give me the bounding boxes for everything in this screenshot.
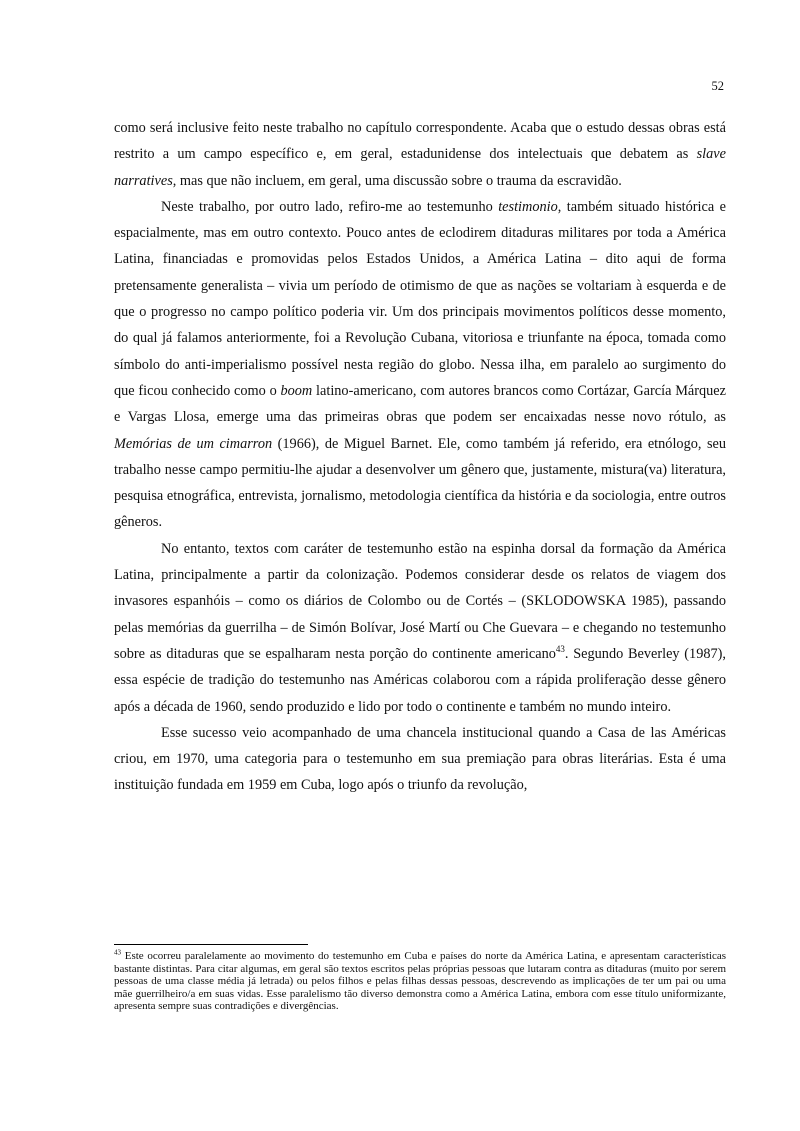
page-number: 52 [711, 79, 724, 93]
footnote-43 [114, 950, 726, 1013]
paragraph [114, 720, 726, 799]
italic-text: boom [280, 382, 313, 399]
text-run: (1966), de Miguel Barnet. Ele, como também já referido, era etnólogo, seu trabalho nesse campo permitiu-lhe ajudar a desenvolver um gênero que, justamente, mistura(va) literatura, pesquisa etnográfica, entrevista, jornalismo, metodologia científica da história e da sociologia, entre outros gêneros. [114, 435, 727, 531]
footnote-reference: 43 [555, 644, 565, 655]
text-run: , mas que não incluem, em geral, uma discussão sobre o trauma da escravidão. [172, 172, 622, 189]
text-run: como será inclusive feito neste trabalho no capítulo correspondente. Acaba que o estudo dessas obras está restrito a um campo específico e, em geral, estadunidense dos intelectuais que debatem as [114, 120, 726, 163]
body-text [114, 115, 726, 799]
text-run: latino-americano, com autores brancos como Cortázar, García Márquez e Vargas Llosa, emerge uma das primeiras obras que podem ser encaixadas nesse novo rótulo, as [114, 382, 727, 426]
italic-text: Memórias de um cimarron [114, 435, 273, 452]
text-run: Neste trabalho, por outro lado, refiro-me ao testemunho [161, 198, 499, 215]
italic-text: testimonio [498, 198, 558, 215]
paragraph [114, 115, 726, 194]
text-run: , também situado histórica e espacialmente, mas em outro contexto. Pouco antes de eclodirem ditaduras militares por toda a América Latina, financiadas e promovidas pelos Estados Unidos, a América Latina – dito aqui de forma pretensamente generalista – vivia um período de otimismo de que as nações se voltariam à esquerda e de que o progresso no campo político poderia vir. Um dos principais movimentos políticos desse momento, do qual já falamos anteriormente, foi a Revolução Cubana, vitoriosa e triunfante na época, tomada como símbolo do anti-imperialismo possível nesta região do globo. Nessa ilha, em paralelo ao surgimento do que ficou conhecido como o [114, 198, 726, 399]
text-run: . Segundo Beverley (1987), essa espécie de tradição do testemunho nas Américas colaborou com a rápida proliferação desse gênero após a década de 1960, sendo produzido e lido por todo o continente e também no mundo inteiro. [114, 645, 726, 715]
text-run: No entanto, textos com caráter de testemunho estão na espinha dorsal da formação da América Latina, principalmente a partir da colonização. Podemos considerar desde os relatos de viagem dos invasores espanhóis – como os diários de Colombo ou de Cortés – (SKLODOWSKA 1985), passando pelas memórias da guerrilha – de Simón Bolívar, José Martí ou Che Guevara – e chegando no testemunho sobre as ditaduras que se espalharam nesta porção do continente americano [114, 540, 726, 662]
footnote-divider [114, 944, 308, 945]
text-run: Esse sucesso veio acompanhado de uma chancela institucional quando a Casa de las Américas criou, em 1970, uma categoria para o testemunho em sua premiação para obras literárias. Esta é uma instituição fundada em 1959 em Cuba, logo após o triunfo da revolução, [114, 724, 726, 794]
paragraph [114, 194, 726, 536]
footnote-text: Este ocorreu paralelamente ao movimento do testemunho em Cuba e países do norte da América Latina, e apresentam características bastante distintas. Para citar algumas, em geral são textos escritos pelas próprias pessoas que lutaram contra as ditaduras (muito por serem pessoas de uma classe média já letrada) ou pelos filhos e pelas filhas dessas pessoas, descrevendo as implicações de ter um pai ou uma mãe guerrilheiro/a em suas vidas. Esse paralelismo tão diverso demonstra como a América Latina, embora com esse título uniformizante, apresenta sempre suas contradições e divergências. [114, 950, 726, 1013]
footnote-marker: 43 [114, 948, 121, 957]
italic-text: slave narratives [114, 146, 726, 189]
paragraph [114, 536, 726, 720]
